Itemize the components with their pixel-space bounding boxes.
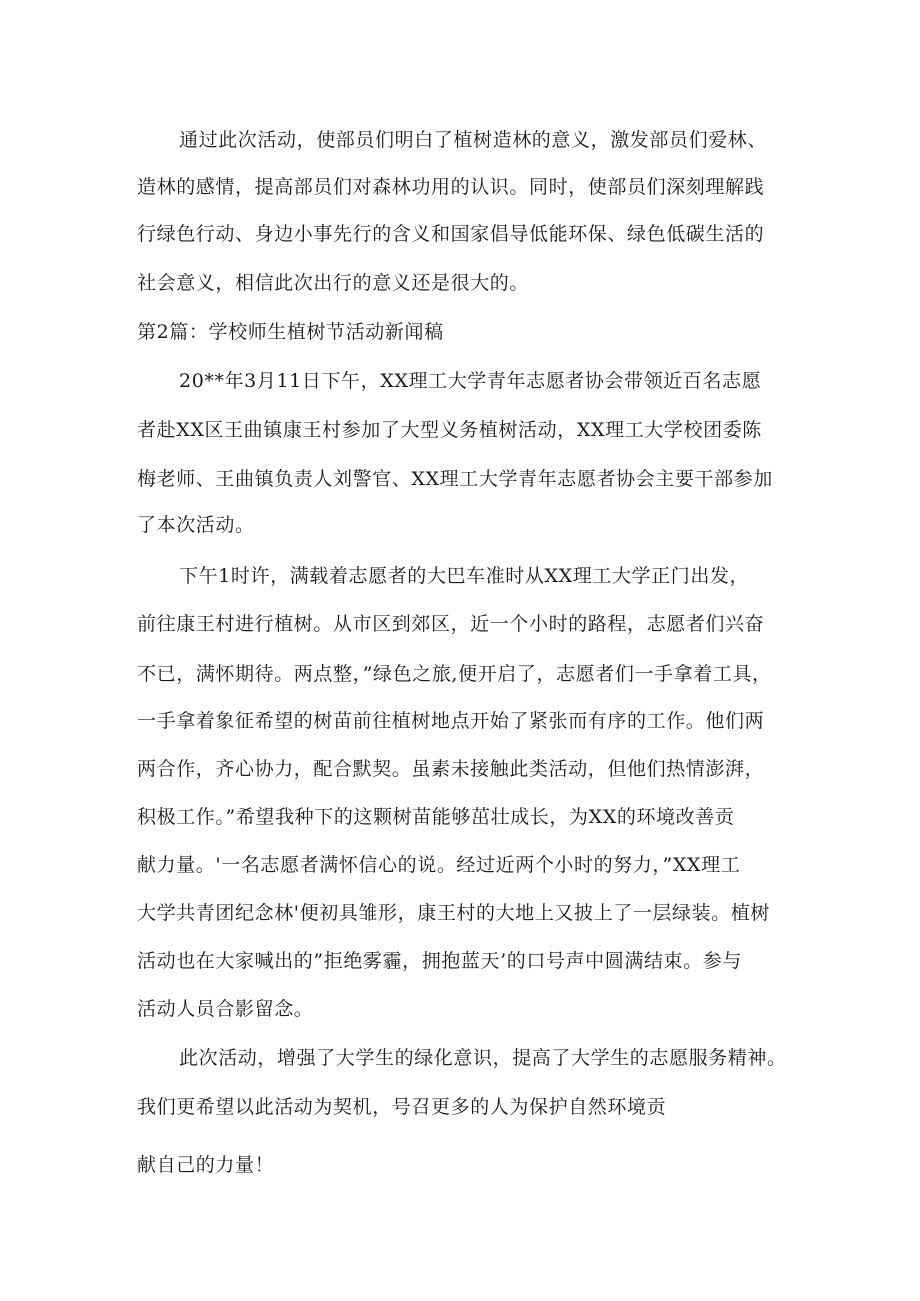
paragraph-3-line-6: 积极工作。”希望我种下的这颗树苗能够茁壮成长，为XX的环境改善贡 (137, 806, 735, 828)
paragraph-4-line-2: 我们更希望以此活动为契机，号召更多的人为保护自然环境贡 (137, 1096, 667, 1118)
paragraph-2-line-1: 20**年3月11日下午，XX理工大学青年志愿者协会带领近百名志愿 (179, 370, 762, 392)
paragraph-4-line-1: 此次活动，增强了大学生的绿化意识，提高了大学生的志愿服务精神。 (179, 1047, 787, 1069)
paragraph-3-line-3: 不已，满怀期待。两点整，”绿色之旅,便开启了，志愿者们一手拿着工具， (137, 663, 772, 685)
paragraph-1-line-1: 通过此次活动，使部员们明白了植树造林的意义，激发部员们爱林、 (179, 129, 768, 151)
paragraph-4-line-3: 献自己的力量！ (137, 1154, 275, 1176)
paragraph-3-line-10: 活动人员合影留念。 (137, 998, 314, 1020)
paragraph-2-line-2: 者赴XX区王曲镇康王村参加了大型义务植树活动，XX理工大学校团委陈 (137, 419, 762, 441)
paragraph-1-line-4: 社会意义，相信此次出行的意义还是很大的。 (137, 272, 530, 294)
paragraph-3-line-9: 活动也在大家喊出的”拒绝雾霾，拥抱蓝天’的口号声中圆满结束。参与 (137, 950, 742, 972)
paragraph-3-line-5: 两合作，齐心协力，配合默契。虽素未接触此类活动，但他们热情澎湃， (137, 758, 765, 780)
paragraph-3-line-2: 前往康王村进行植树。从市区到郊区，近一个小时的路程，志愿者们兴奋 (137, 613, 765, 635)
paragraph-3-line-7: 献力量。'一名志愿者满怀信心的说。经过近两个小时的努力，”XX理工 (137, 854, 741, 876)
section-heading: 第2篇：学校师生植树节活动新闻稿 (137, 321, 444, 343)
paragraph-2-line-4: 了本次活动。 (137, 514, 255, 536)
paragraph-1-line-2: 造林的感情，提高部员们对森林功用的认识。同时，使部员们深刻理解践 (137, 176, 765, 198)
paragraph-3-line-4: 一手拿着象征希望的树苗前往植树地点开始了紧张而有序的工作。他们两 (137, 710, 765, 732)
paragraph-2-line-3: 梅老师、王曲镇负责人刘警官、XX理工大学青年志愿者协会主要干部参加 (137, 468, 773, 490)
paragraph-3-line-8: 大学共青团纪念林'便初具雏形，康王村的大地上又披上了一层绿装。植树 (137, 902, 771, 924)
paragraph-3-line-1: 下午1时许，满载着志愿者的大巴车准时从XX理工大学正门出发， (179, 565, 750, 587)
paragraph-1-line-3: 行绿色行动、身边小事先行的含义和国家倡导低能环保、绿色低碳生活的 (137, 223, 765, 245)
